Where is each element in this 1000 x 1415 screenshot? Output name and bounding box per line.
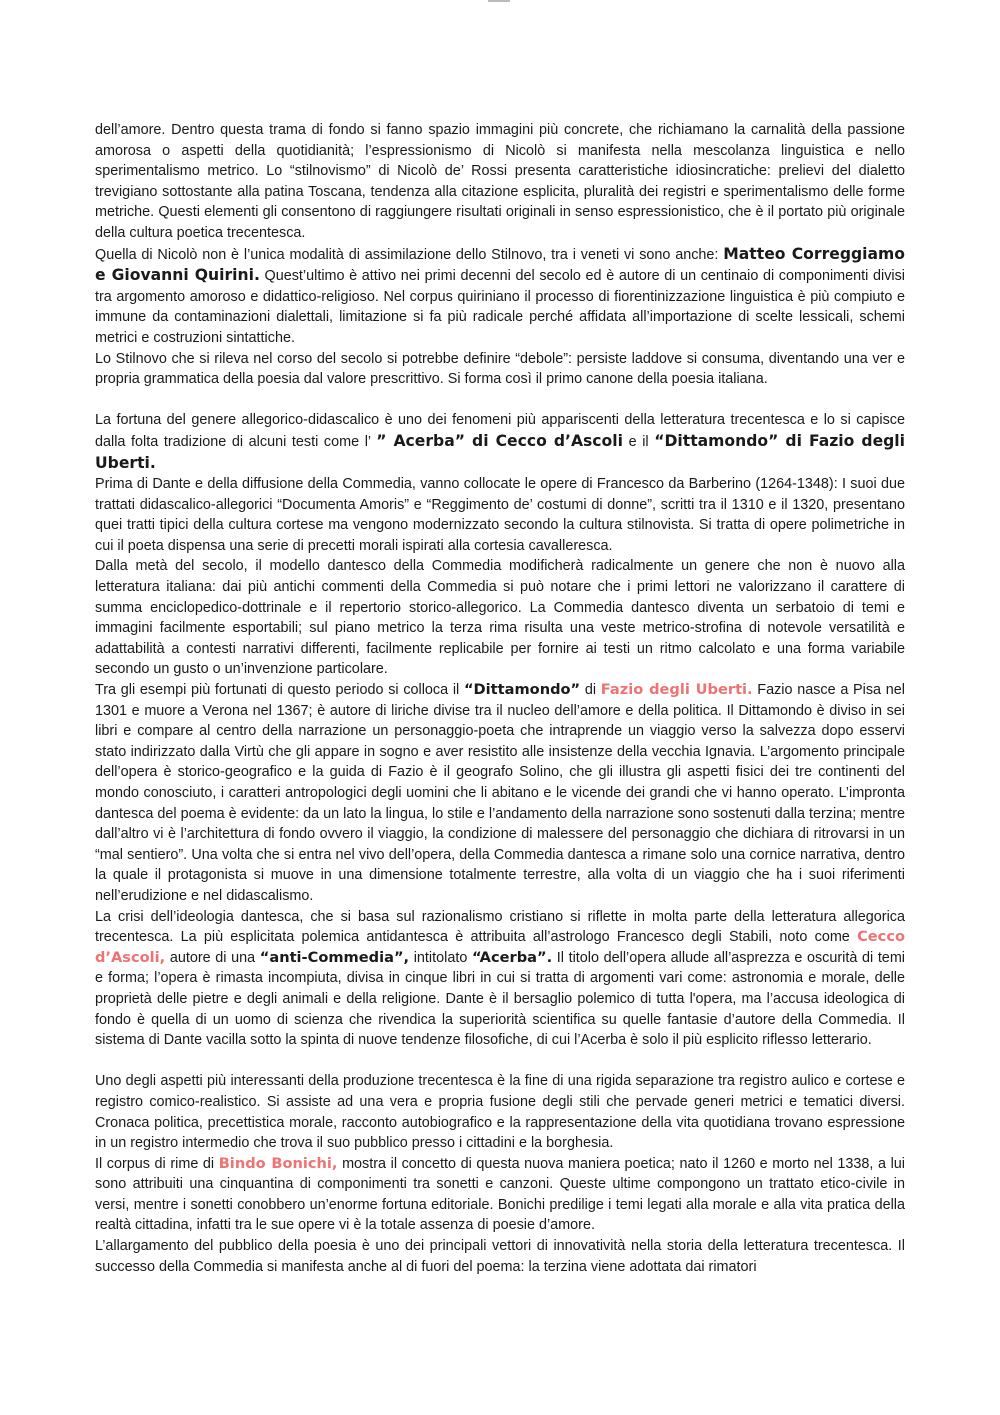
paragraph <box>95 120 905 244</box>
highlighted-name: Cecco d’Ascoli, <box>95 928 905 966</box>
text: Dalla metà del secolo, il modello dantesco della Commedia modificherà radicalmente un genere che non è nuovo alla letteratura italiana: dai più antichi commenti della Commedia si può notare che i primi lettori ne valorizzano il carattere di summa enciclopedico-dottrinale e il repertorio storico-allegorico. La Commedia dantesco diventa un serbatoio di temi e immagini facilmente esportabili; sul piano metrico la terza rima risulta una veste metrico-strofina di notevole versatilità e adattabilità a contesti narrativi differenti, facilmente replicabile per fornire ai testi un ritmo calcolato e una forma variabile secondo un gusto o un’invenzione particolare. <box>95 558 905 678</box>
text: Tra gli esempi più fortunati di questo periodo si colloca il <box>95 682 464 699</box>
paragraph <box>95 556 905 680</box>
text: Il corpus di rime di <box>95 1155 219 1172</box>
text: dell’amore. Dentro questa trama di fondo si fanno spazio immagini più concrete, che richiamano la carnalità della passione amorosa o aspetti della quotidianità; l’espressionismo di Nicolò si manifesta nella mescolanza linguistica e nello sperimentalismo metrico. Lo “stilnovismo” di Nicolò de’ Rossi presenta caratteristiche idiosincratiche: prelievi del dialetto trevigiano sottostante alla patina Toscana, tendenza alla citazione esplicita, pluralità dei registri e sperimentalismo delle forme metriche. Questi elementi gli consentono di raggiungere risultati originali in senso espressionistico, che è il portato più originale della cultura poetica trecentesca. <box>95 122 905 241</box>
text: La fortuna del genere allegorico-didascalico è uno dei fenomeni più appariscenti della letteratura trecentesca e lo si capisce dalla folta tradizione di alcuni testi come l’ <box>95 412 905 450</box>
text: e il <box>622 433 655 450</box>
paragraph <box>95 410 905 474</box>
highlighted-name: Fazio degli Uberti. <box>600 681 753 699</box>
text: Fazio nasce a Pisa nel 1301 e muore a Verona nel 1367; è autore di liriche divise tra il nucleo dell’amore e della politica. Il Dittamondo è diviso in sei libri e compare al centro della narrazione un personaggio-poeta che intraprende un viaggio verso la salvezza dopo esservi stato indirizzato dalla Virtù che gli appare in sogno e aver resistito alle insistenze della vecchia Ignavia. L’argomento principale dell’opera è storico-geografico e la guida di Fazio è il geografo Solino, che gli illustra gli aspetti fisici dei tre continenti del mondo conosciuto, i caratteri antropologici degli uomini che li abitano e le vicende dei grandi che vi hanno operato. L’impronta dantesca del poema è evidente: da un lato la lingua, lo stile e l’andamento della narrazione sono sostenuti dalla terzina; mentre dall’altro vi è l’architettura di fondo ovvero il viaggio, la condizione di malessere del personaggio che dichiara di ritrovarsi in un “mal sentiero”. Una volta che si entra nel vivo dell’opera, della Commedia dantesca a rimane solo una cornice narrativa, dentro la quale il protagonista si muove in una dimensione totalmente terrestre, alla volta di un viaggio che ha i suoi riferimenti nell’erudizione e nel didascalismo. <box>95 682 905 904</box>
text: Uno degli aspetti più interessanti della produzione trecentesca è la fine di una rigida separazione tra registro aulico e cortese e registro comico-realistico. Si assiste ad una vera e propria fusione degli stili che pervade generi metrici e tematici diversi. Cronaca politica, precettistica morale, racconto autobiografico e la rappresentazione della vita quotidiana trovano espressione in un registro intermedio che trova il suo pubblico presso i cittadini e la borghesia. <box>95 1073 905 1152</box>
bold-title: “anti-Commedia”, <box>259 948 410 966</box>
text: L’allargamento del pubblico della poesia è uno dei principali vettori di innovatività nella storia della letteratura trecentesca. Il successo della Commedia si manifesta anche al di fuori del poema: la terzina viene adottata dai rimatori <box>95 1238 905 1275</box>
bold-title: ” Acerba” di Cecco d’Ascoli <box>376 431 623 450</box>
spacer <box>95 390 905 411</box>
text: Quella di Nicolò non è l’unica modalità di assimilazione dello Stilnovo, tra i veneti vi sono anche: <box>95 246 724 263</box>
paragraph <box>95 349 905 390</box>
highlighted-name: Bindo Bonichi, <box>218 1154 338 1172</box>
bold-title: “Dittamondo” <box>463 681 581 699</box>
header-mark <box>488 0 510 2</box>
paragraph <box>95 474 905 556</box>
text: di <box>580 682 601 699</box>
paragraph <box>95 1236 905 1277</box>
paragraph <box>95 1071 905 1153</box>
paragraph <box>95 1154 905 1236</box>
document-body <box>95 120 905 1277</box>
bold-title: “Dittamondo” di Fazio degli Uberti. <box>95 431 905 472</box>
text: autore di una <box>165 949 260 966</box>
paragraph <box>95 244 905 349</box>
paragraph <box>95 907 905 1051</box>
bold-title: “Acerba”. <box>471 948 553 966</box>
text: Quest’ultimo è attivo nei primi decenni del secolo ed è autore di un centinaio di componimenti divisi tra argomento amoroso e didattico-religioso. Nel corpus quiriniano il processo di fiorentinizzazione linguistica è più compiuto e immune da contaminazioni dialettali, limitazione si fa più radicale perché affidata all’importazione di scelte lessicali, schemi metrici e costruzioni sintattiche. <box>95 268 905 346</box>
text: Lo Stilnovo che si rileva nel corso del secolo si potrebbe definire “debole”: persiste laddove si consuma, diventando una ver e propria grammatica della poesia dal valore prescrittivo. Si forma così il primo canone della poesia italiana. <box>95 350 905 388</box>
text: mostra il concetto di questa nuova maniera poetica; nato il 1260 e morto nel 1338, a lui sono attribuiti una cinquantina di componimenti tra sonetti e canzoni. Queste ultime compongono un trattato etico-civile in versi, mentre i sonetti conobbero un’enorme fortuna editoriale. Bonichi predilige i temi legati alla morale e alla vita pratica della realtà cittadina, infatti tra le sue opere vi è la totale assenza di poesie d’amore. <box>95 1155 906 1234</box>
text: Il titolo dell’opera allude all’asprezza e oscurità di temi e forma; l’opera è rimasta incompiuta, divisa in cinque libri in cui si tratta di argomenti vari come: astronomia e morale, delle proprietà delle pietre e degli animali e della religione. Dante è il bersaglio polemico di tutta l'opera, ma l’accusa ideologica di fondo è quella di un uomo di scienza che rivendica la superiorità scientifica su quelle fantasie d’autore della Commedia. Il sistema di Dante vacilla sotto la spinta di nuove tendenze filosofiche, di cui l’Acerba è solo il più esplicito riflesso letterario. <box>95 949 906 1049</box>
bold-names: Matteo Correggiamo e Giovanni Quirini. <box>95 244 906 285</box>
paragraph <box>95 680 905 907</box>
text: La crisi dell’ideologia dantesca, che si basa sul razionalismo cristiano si riflette in molta parte della letteratura allegorica trecentesca. La più esplicitata polemica antidantesca è attribuita all’astrologo Francesco degli Stabili, noto come <box>95 908 905 946</box>
spacer <box>95 1051 905 1072</box>
text: intitolato <box>409 949 472 966</box>
text: Prima di Dante e della diffusione della Commedia, vanno collocate le opere di Francesco da Barberino (1264-1348): I suoi due trattati didascalico-allegorici “Documenta Amoris” e “Reggimento de’ costumi di donne”, scritti tra il 1310 e il 1320, presentano quei tratti tipici della cultura cortese ma vengono modernizzato secondo la cultura stilnovista. Si tratta di opere polimetriche in cui il poeta dispensa una serie di precetti morali ispirati alla cortesia cavalleresca. <box>95 476 905 554</box>
